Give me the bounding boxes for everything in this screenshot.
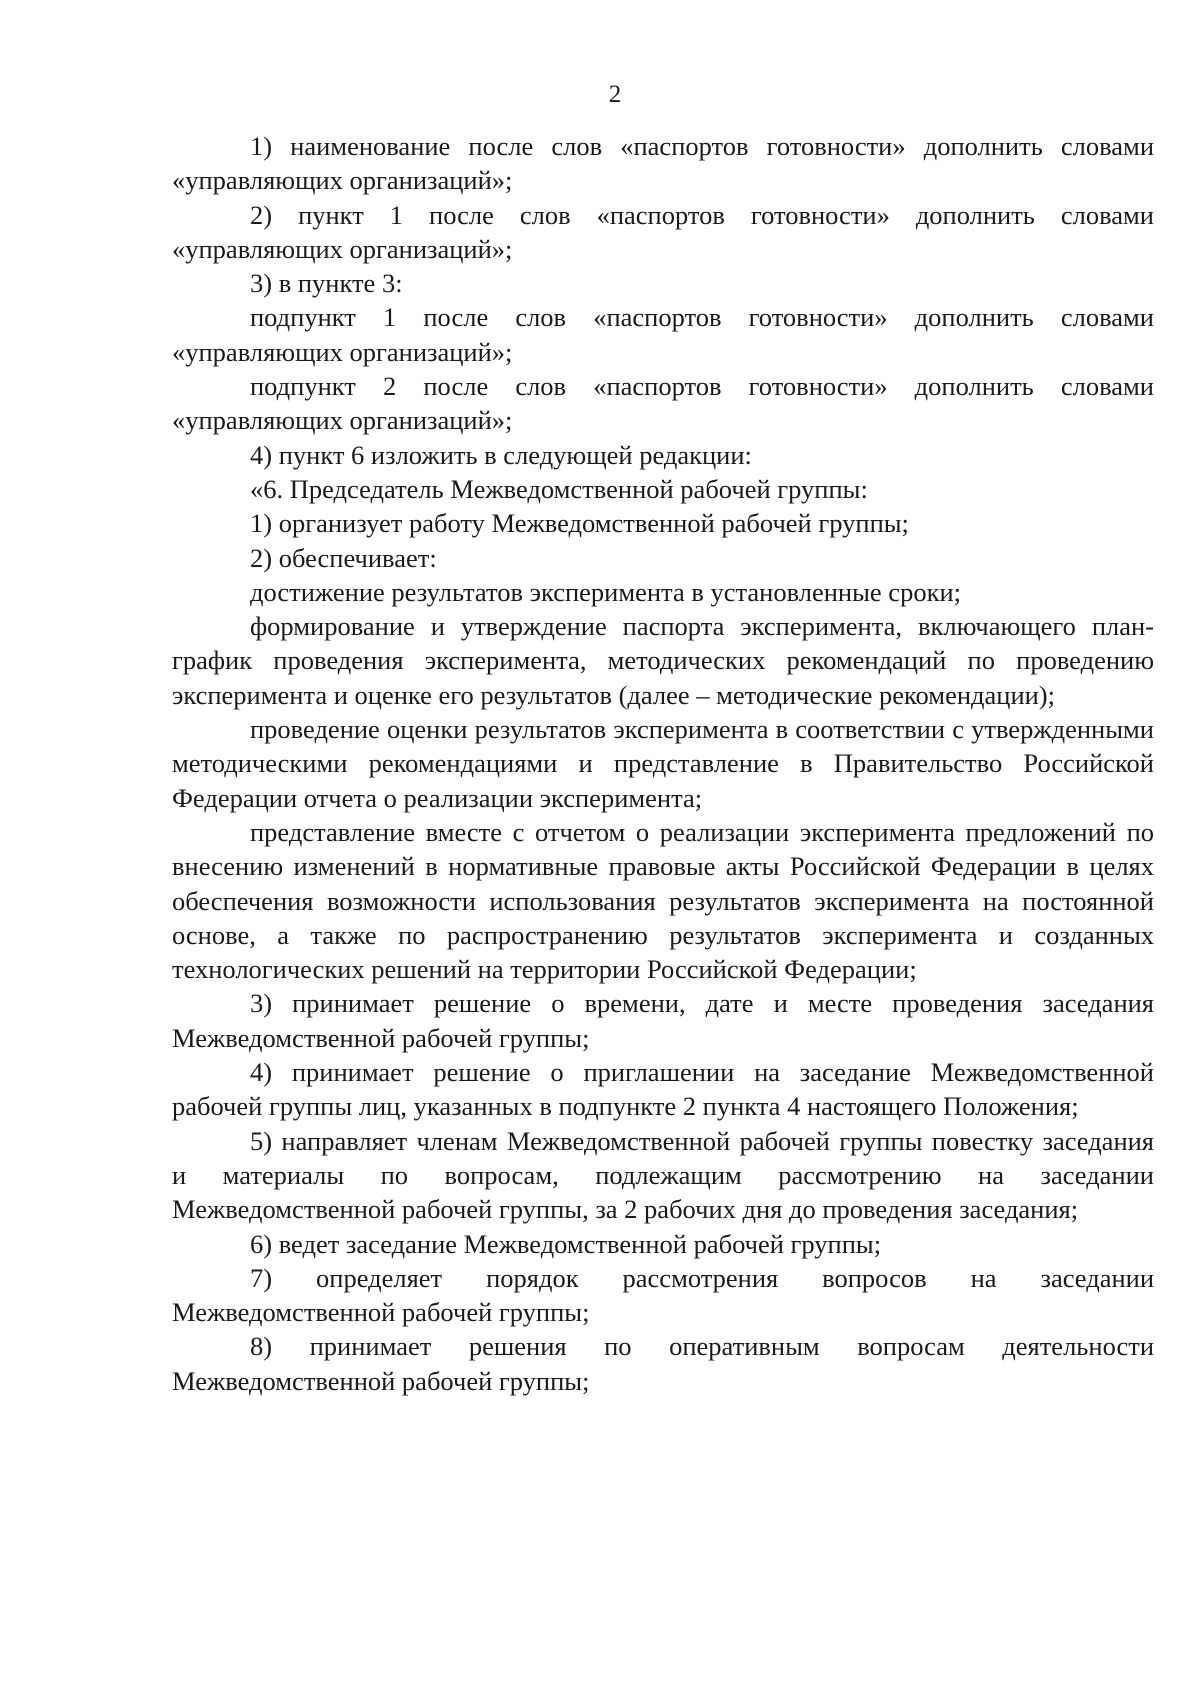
paragraph-11: формирование и утверждение паспорта эксперимента, включающего план-график проведения эксперимента, методических рекомендаций по проведению эксперимента и оценке его результатов (далее – методические рекомендации); [172, 611, 1154, 710]
paragraph-5: подпункт 2 после слов «паспортов готовности» дополнить словами «управляющих организаций»; [172, 371, 1154, 436]
paragraph-1: 1) наименование после слов «паспортов готовности» дополнить словами «управляющих организаций»; [172, 131, 1154, 196]
paragraph-2: 2) пункт 1 после слов «паспортов готовности» дополнить словами «управляющих организаций»; [172, 199, 1154, 264]
paragraph-7: «6. Председатель Межведомственной рабочей группы: [250, 473, 868, 504]
paragraph-17: 6) ведет заседание Межведомственной рабочей группы; [250, 1228, 882, 1259]
paragraph-18: 7) определяет порядок рассмотрения вопросов на заседании Межведомственной рабочей группы; [172, 1262, 1154, 1328]
paragraph-6: 4) пункт 6 изложить в следующей редакции: [250, 439, 752, 470]
paragraph-12: проведение оценки результатов эксперимента в соответствии с утвержденными методическими рекомендациями и представление в Правительство Российской Федерации отчета о реализации эксперимента; [172, 714, 1154, 813]
document-body [172, 129, 1154, 1398]
paragraph-3: 3) в пункте 3: [250, 268, 403, 299]
page-number: 2 [608, 81, 622, 108]
paragraph-14: 3) принимает решение о времени, дате и месте проведения заседания Межведомственной рабочей группы; [172, 988, 1154, 1053]
paragraph-9: 2) обеспечивает: [250, 542, 437, 573]
paragraph-16: 5) направляет членам Межведомственной рабочей группы повестку заседания и материалы по вопросам, подлежащим рассмотрению на заседании Межведомственной рабочей группы, за 2 рабочих дня до проведения заседания; [172, 1125, 1154, 1225]
paragraph-13: представление вместе с отчетом о реализации эксперимента предложений по внесению изменений в нормативные правовые акты Российской Федерации в целях обеспечения возможности использования результатов эксперимента на постоянной основе, а также по распространению результатов эксперимента и созданных технологических решений на территории Российской Федерации; [172, 816, 1154, 985]
paragraph-10: достижение результатов эксперимента в установленные сроки; [250, 576, 961, 607]
paragraph-19: 8) принимает решения по оперативным вопросам деятельности Межведомственной рабочей группы; [172, 1331, 1154, 1396]
paragraph-4: подпункт 1 после слов «паспортов готовности» дополнить словами «управляющих организаций»; [172, 302, 1154, 367]
paragraph-15: 4) принимает решение о приглашении на заседание Межведомственной рабочей группы лиц, указанных в подпункте 2 пункта 4 настоящего Положения; [172, 1057, 1154, 1122]
paragraph-8: 1) организует работу Межведомственной рабочей группы; [250, 508, 909, 539]
